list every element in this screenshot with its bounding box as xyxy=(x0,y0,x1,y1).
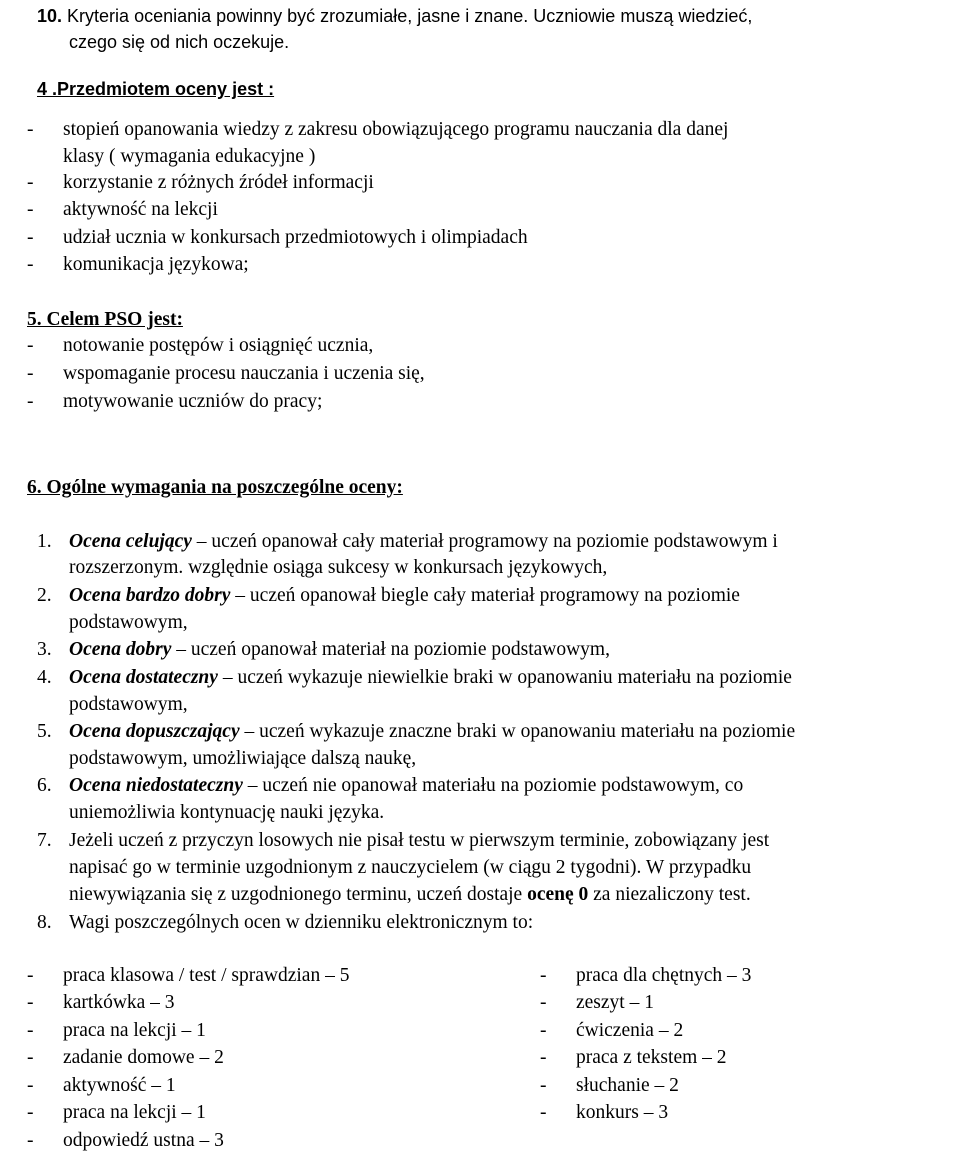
weight-item-text: aktywność – 1 xyxy=(63,1075,176,1096)
grade-4-cont: podstawowym, xyxy=(69,694,188,715)
bullet-dash: - xyxy=(27,254,34,275)
item-7-line2: napisać go w terminie uzgodnionym z nauczycielem (w ciągu 2 tygodni). W przypadku xyxy=(69,857,752,878)
section-4-item-text: komunikacja językowa; xyxy=(63,254,249,275)
section-5-heading xyxy=(27,307,183,333)
bullet-dash: - xyxy=(27,172,34,193)
item-7-number: 7. xyxy=(37,830,52,851)
section-5-heading-text: 5. Celem PSO jest: xyxy=(27,309,183,330)
item-10 xyxy=(37,3,752,29)
bullet-dash: - xyxy=(27,119,34,140)
section-5-item-text: notowanie postępów i osiągnięć ucznia, xyxy=(63,335,374,356)
item-10-line1: Kryteria oceniania powinny być zrozumiałe, jasne i znane. Uczniowie muszą wiedzieć, xyxy=(67,6,753,26)
bullet-dash: - xyxy=(27,335,34,356)
grade-number: 1. xyxy=(37,531,52,552)
weight-item-text: konkurs – 3 xyxy=(576,1102,669,1123)
grade-1 xyxy=(37,529,778,555)
grade-description: – uczeń opanował biegle cały materiał programowy na poziomie xyxy=(230,585,740,606)
grade-4 xyxy=(37,665,792,691)
item-7-line3-post: za niezaliczony test. xyxy=(588,884,751,905)
grade-number: 5. xyxy=(37,721,52,742)
item-8-number: 8. xyxy=(37,912,52,933)
weight-item-text: praca dla chętnych – 3 xyxy=(576,965,752,986)
weight-item-text: praca z tekstem – 2 xyxy=(576,1047,727,1068)
grade-name: Ocena dostateczny xyxy=(69,667,218,688)
bullet-dash: - xyxy=(27,1075,34,1096)
bullet-dash: - xyxy=(540,965,547,986)
item-7-line3-pre: niewywiązania się z uzgodnionego terminu, uczeń dostaje xyxy=(69,884,528,905)
grade-6 xyxy=(37,773,744,799)
bullet-dash: - xyxy=(540,992,547,1013)
item-7-line3-bold: ocenę 0 xyxy=(527,884,589,905)
weight-item-text: praca na lekcji – 1 xyxy=(63,1020,206,1041)
item-7-line1: Jeżeli uczeń z przyczyn losowych nie pisał testu w pierwszym terminie, zobowiązany jest xyxy=(69,830,770,851)
section-5-item-text: motywowanie uczniów do pracy; xyxy=(63,391,323,412)
item-10-number: 10. xyxy=(37,6,63,26)
grade-number: 6. xyxy=(37,775,52,796)
weight-item-text: zeszyt – 1 xyxy=(576,992,654,1013)
weight-item-text: praca klasowa / test / sprawdzian – 5 xyxy=(63,965,350,986)
grade-description: – uczeń wykazuje znaczne braki w opanowaniu materiału na poziomie xyxy=(239,721,796,742)
bullet-dash: - xyxy=(27,1020,34,1041)
grade-description: – uczeń wykazuje niewielkie braki w opanowaniu materiału na poziomie xyxy=(217,667,792,688)
item-8 xyxy=(37,910,534,936)
bullet-dash: - xyxy=(540,1047,547,1068)
grade-1-cont: rozszerzonym. względnie osiąga sukcesy w konkursach językowych, xyxy=(69,557,608,578)
bullet-dash: - xyxy=(540,1102,547,1123)
grade-6-cont: uniemożliwia kontynuację nauki języka. xyxy=(69,802,385,823)
bullet-dash: - xyxy=(27,1047,34,1068)
grade-number: 3. xyxy=(37,639,52,660)
section-4-item-text: udział ucznia w konkursach przedmiotowych i olimpiadach xyxy=(63,227,528,248)
bullet-dash: - xyxy=(540,1020,547,1041)
grade-description: – uczeń nie opanował materiału na poziomie podstawowym, co xyxy=(242,775,744,796)
grade-number: 4. xyxy=(37,667,52,688)
grade-2 xyxy=(37,583,740,609)
grade-name: Ocena dopuszczający xyxy=(69,721,240,742)
weight-item-text: kartkówka – 3 xyxy=(63,992,175,1013)
bullet-dash: - xyxy=(27,1130,34,1151)
bullet-dash: - xyxy=(27,1102,34,1123)
grade-name: Ocena bardzo dobry xyxy=(69,585,231,606)
weight-item-text: słuchanie – 2 xyxy=(576,1075,679,1096)
grade-5 xyxy=(37,719,796,745)
weight-item-text: odpowiedź ustna – 3 xyxy=(63,1130,224,1151)
weight-item-text: zadanie domowe – 2 xyxy=(63,1047,224,1068)
section-5-item-text: wspomaganie procesu nauczania i uczenia się, xyxy=(63,363,425,384)
item-10-line2: czego się od nich oczekuje. xyxy=(69,32,290,52)
grade-description: – uczeń opanował materiał na poziomie podstawowym, xyxy=(171,639,610,660)
bullet-dash: - xyxy=(27,199,34,220)
item-7-line3 xyxy=(69,882,751,908)
bullet-dash: - xyxy=(27,965,34,986)
bullet-dash: - xyxy=(540,1075,547,1096)
grade-name: Ocena niedostateczny xyxy=(69,775,243,796)
grade-name: Ocena celujący xyxy=(69,531,192,552)
section-4-item-0-cont: klasy ( wymagania edukacyjne ) xyxy=(63,146,316,167)
bullet-dash: - xyxy=(27,992,34,1013)
grade-name: Ocena dobry xyxy=(69,639,172,660)
item-8-text: Wagi poszczególnych ocen w dzienniku elektronicznym to: xyxy=(69,912,534,933)
grade-description: – uczeń opanował cały materiał programowy na poziomie podstawowym i xyxy=(191,531,778,552)
bullet-dash: - xyxy=(27,227,34,248)
grade-3 xyxy=(37,637,610,663)
section-4-item-text: stopień opanowania wiedzy z zakresu obowiązującego programu nauczania dla danej xyxy=(63,119,729,140)
item-7 xyxy=(37,828,770,854)
bullet-dash: - xyxy=(27,363,34,384)
grade-2-cont: podstawowym, xyxy=(69,612,188,633)
section-4-item-text: aktywność na lekcji xyxy=(63,199,218,220)
grade-5-cont: podstawowym, umożliwiające dalszą naukę, xyxy=(69,748,417,769)
section-6-heading: 6. Ogólne wymagania na poszczególne oceny: xyxy=(27,477,403,498)
section-4-item-text: korzystanie z różnych źródeł informacji xyxy=(63,172,374,193)
grade-number: 2. xyxy=(37,585,52,606)
section-4-heading: 4 .Przedmiotem oceny jest : xyxy=(37,79,275,99)
weight-item-text: praca na lekcji – 1 xyxy=(63,1102,206,1123)
bullet-dash: - xyxy=(27,391,34,412)
weight-item-text: ćwiczenia – 2 xyxy=(576,1020,684,1041)
